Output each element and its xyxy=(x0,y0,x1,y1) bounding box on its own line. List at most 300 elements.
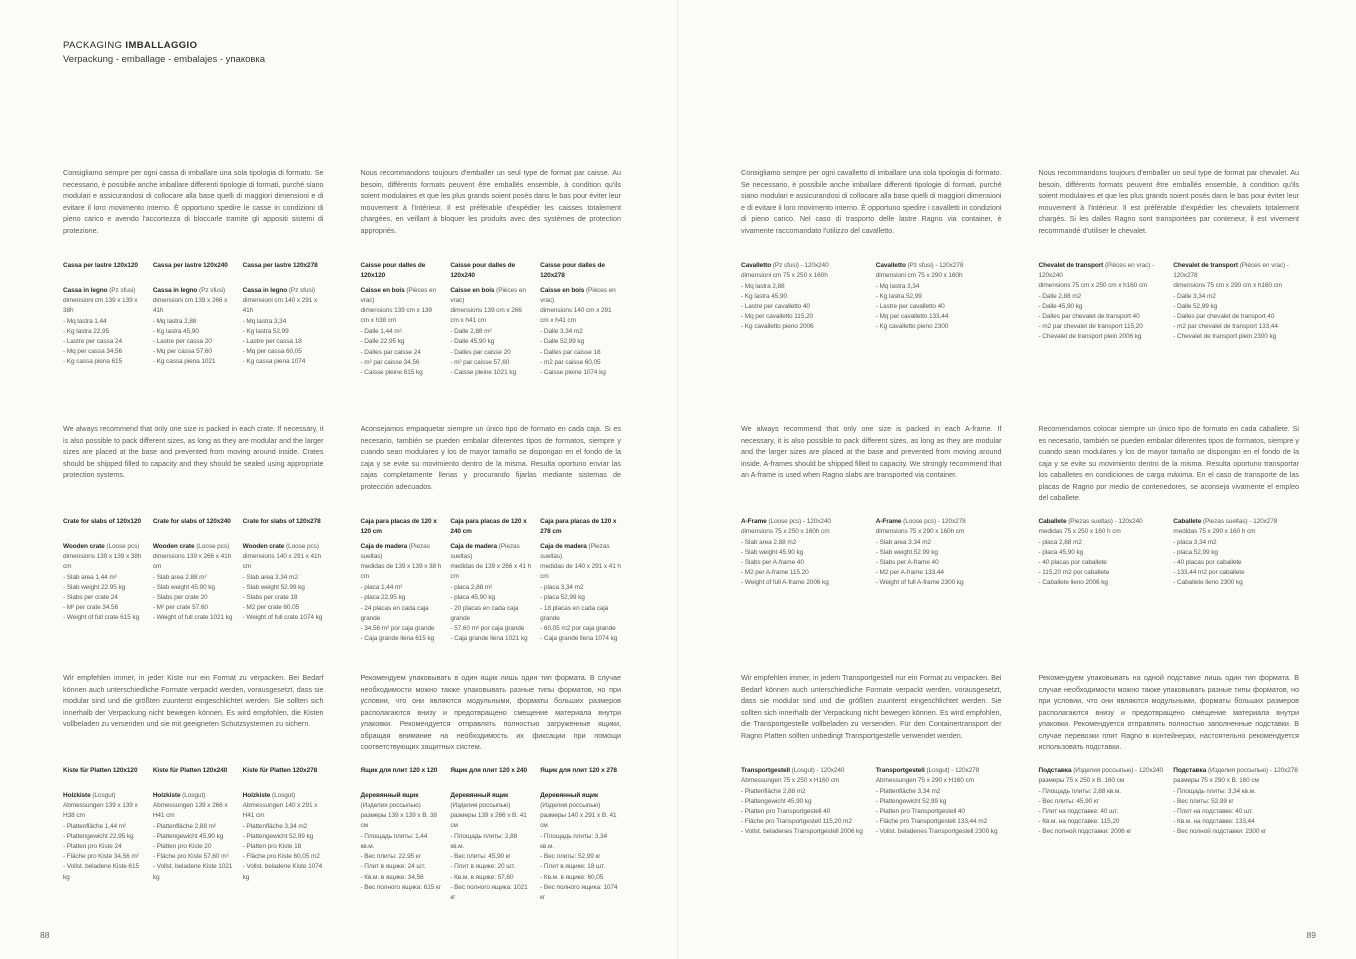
product-note: (Losgut) xyxy=(272,792,296,799)
spec-list xyxy=(1173,787,1299,837)
product-note: (Pièces en vrac) xyxy=(540,287,616,305)
product-name: A-Frame xyxy=(875,518,904,525)
product-note: (Loose pcs) xyxy=(106,543,140,550)
product-name: Holzkiste xyxy=(63,792,93,799)
spec-item: - Площадь плиты: 2,88 кв.м. xyxy=(1038,788,1121,796)
spec-card-title: Caja para placas de 120 x 120 cm xyxy=(360,518,437,536)
intro-paragraph: Recomendamos colocar siempre un único tipo de formato en cada caballete. Si es necesario, también se pueden embalar diferentes tipos de formatos, siempre y cuando sean modulares y los de mayor tamaño se dispongan en el fondo de la caja y se evite su movimiento dentro de la misma. Resulta oportuno transportar los caballetes en condiciones de carga máxima. En el caso de transporte de las placas de Ragno por medio de contenedores, se aconseja vivamente el empleo del caballete. xyxy=(1038,424,1299,503)
spec-item: - Weight of full crate 615 kg xyxy=(63,614,140,622)
spec-list xyxy=(540,583,621,643)
spec-item: - Slabs per crate 20 xyxy=(152,594,208,602)
spec-list xyxy=(153,573,234,623)
intro-paragraph: Nous recommandons toujours d'emballer un seul type de format par chevalet. Au besoin, différents formats peuvent être emballés ensemble, à condition qu'ils soient modulaires et que les plus grands soient posés dans le bas pour éviter leur mouvement à l'intérieur. Il est préférable d'expédier les chevalets totalement chargés. Si les dalles Ragno sont transportées par conteneur, il est vivement recommandé d'utiliser le chevalet. xyxy=(1038,168,1299,235)
spec-card xyxy=(540,261,621,378)
spec-item: - 20 placas en cada caja grande xyxy=(450,604,519,622)
spec-cards xyxy=(63,517,324,624)
spec-card-heading xyxy=(63,286,144,296)
spec-item: - Plattengewicht 52,99 kg xyxy=(875,798,947,806)
spec-item: - Slab weight 52.99 kg xyxy=(875,549,938,557)
spec-item: - M2 per crate 60.05 xyxy=(242,604,300,612)
product-dimensions: dimensioni cm 140 x 291 x 41h xyxy=(242,297,318,315)
spec-item: - Dalle 2,88 m² xyxy=(450,328,492,336)
spec-item: - 24 placas en cada caja grande xyxy=(360,604,429,622)
intro-paragraph: Рекомендуем упаковывать в один ящик лишь один тип формата. В случае необходимости можно также упаковывать разные типы форматов, но при условии, что они являются модульными, форматы больших размеров располагаются внизу и предотвращено смещение материала внутри упаковки. Рекомендуется отправлять полностью загруженные ящики, обращая внимание на необходимость их фиксации при помощи соответствующих защитных систем. xyxy=(360,673,621,752)
product-dimensions: dimensions 140 cm x 291 cm x h41 cm xyxy=(540,307,612,325)
spec-item: - Плит в ящике: 20 шт. xyxy=(450,863,516,871)
product-note: (Изделия россыпью) - 120x240 xyxy=(1073,767,1164,774)
spec-item: - Dalle 45,90 kg xyxy=(1038,303,1083,311)
spec-cards xyxy=(1039,261,1300,343)
product-note: (Pièces en vrac) xyxy=(450,287,526,305)
product-name: Деревянный ящик xyxy=(360,792,419,799)
spec-card-heading xyxy=(876,261,1002,271)
spec-list xyxy=(1173,538,1299,588)
spec-item: - Slab weight 45.90 kg xyxy=(741,549,804,557)
spec-item: - Вес полного ящика: 1074 кг xyxy=(540,883,618,901)
product-name: Wooden crate xyxy=(242,543,287,550)
product-dimensions: размеры 139 х 139 х В. 38 см xyxy=(360,812,437,830)
language-block xyxy=(361,167,622,378)
product-dimensions: dimensioni cm 75 x 250 x 160h xyxy=(741,272,828,280)
product-name: Wooden crate xyxy=(152,543,197,550)
product-note: (Изделия россыпью) xyxy=(540,802,601,810)
spec-card xyxy=(540,517,621,644)
product-note: (Pz sfusi) xyxy=(199,287,226,294)
spec-card-heading xyxy=(1173,766,1299,776)
spec-item: - Плит на подставке: 40 шт. xyxy=(1038,808,1119,816)
product-dimensions: dimensioni cm 139 x 139 x 38h xyxy=(63,297,138,315)
spec-item: - Vollst. beladene Kiste 1074 kg xyxy=(242,863,323,881)
product-note: (Piezas sueltas) xyxy=(540,543,610,561)
spec-card xyxy=(540,766,621,903)
spec-card-heading xyxy=(1039,766,1165,776)
spec-item: - Mq per cassa 57,60 xyxy=(152,348,212,356)
spec-item: - Kg cavalletto pieno 2006 xyxy=(741,323,814,331)
spec-item: - Slab weight 45.90 kg xyxy=(152,584,215,592)
product-dimensions: dimensioni cm 139 x 266 x 41h xyxy=(152,297,228,315)
spec-item: - Вес полной подставки: 2300 кг xyxy=(1173,828,1267,836)
spec-card-heading xyxy=(1039,261,1165,281)
spec-item: - Fläche pro Kiste 60,05 m2 xyxy=(242,853,320,861)
product-name: Cavalletto xyxy=(875,262,908,269)
product-note: (Losgut) - 120x240 xyxy=(791,767,845,774)
spec-card-title: Crate for slabs of 120x278 xyxy=(242,518,321,525)
spec-card xyxy=(63,261,144,368)
spec-item: - Plattenfläche 2,88 m² xyxy=(152,823,216,831)
spec-list xyxy=(876,538,1002,588)
product-name: Caballete xyxy=(1173,518,1203,525)
spec-item: - M2 per A-frame 115.20 xyxy=(741,569,809,577)
product-note: (Losgut) xyxy=(92,792,116,799)
spec-item: - Caisse pleine 1021 kg xyxy=(450,368,516,376)
spec-item: - m2 par caisse 60,05 xyxy=(540,358,601,366)
spec-card-heading xyxy=(876,766,1002,776)
language-row xyxy=(741,672,1299,837)
spec-item: - Площадь плиты: 1,44 кв.м. xyxy=(360,833,428,851)
product-note: (Pz sfusi) - 120x240 xyxy=(772,262,829,269)
product-dimensions: размеры 140 х 291 х В. 41 см xyxy=(540,812,617,830)
spec-card-title: Crate for slabs of 120x120 xyxy=(63,518,141,525)
spec-card-heading xyxy=(243,791,324,801)
page-fold-divider xyxy=(677,0,679,959)
product-note: (Pièces en vrac) - 120x240 xyxy=(1038,262,1155,280)
spec-item: - Chevalet de transport plein 2300 kg xyxy=(1173,333,1277,341)
spec-item: - Vollst. beladene Kiste 1021 kg xyxy=(152,863,233,881)
language-block xyxy=(741,672,1002,837)
product-name: Подставка xyxy=(1038,767,1074,774)
language-block xyxy=(63,167,324,378)
spec-item: - placa 3,34 m2 xyxy=(1173,539,1217,547)
product-name: Transportgestell xyxy=(741,767,792,774)
spec-item: - Dalles par caisse 24 xyxy=(360,348,421,356)
product-note: (Loose pcs) xyxy=(196,543,230,550)
spec-item: - Dalle 1,44 m² xyxy=(360,328,402,336)
spec-card-heading xyxy=(153,542,234,552)
intro-paragraph: Wir empfehlen immer, in jedem Transportgestell nur ein Format zu verpacken. Bei Bedarf können auch unterschiedliche Formate verpackt werden, vorausgesetzt, dass sie modular sind und die größten zuunterst eingeschlichtet werden. Sie sollten sich innerhalb der Verpackung nicht bewegen können. Es wird empfohlen, die Transportgestelle vollbeladen zu versenden. Für den Containertransport der Ragno Platten sollten unbedingt Transportgestelle verwendet werden. xyxy=(741,673,1002,740)
product-name: Caisse en bois xyxy=(540,287,586,295)
spec-item: - Dalles par chevalet de transport 40 xyxy=(1038,313,1140,321)
spec-card-heading xyxy=(1039,517,1165,527)
spec-item: - Kg lastra 52,99 xyxy=(242,328,289,336)
spec-card-heading xyxy=(63,542,144,552)
product-name: Cassa in legno xyxy=(152,287,200,294)
spec-card xyxy=(153,517,234,624)
spec-item: - Плит на подставке: 40 шт. xyxy=(1173,808,1253,816)
spec-card-heading xyxy=(450,791,531,811)
page-title-regular: PACKAGING xyxy=(63,40,126,51)
spec-item: - Chevalet de transport plein 2006 kg xyxy=(1038,333,1142,341)
spec-card xyxy=(1039,517,1165,588)
spec-card xyxy=(876,261,1002,332)
spec-card xyxy=(741,261,867,332)
spec-item: - Площадь плиты: 3,34 кв.м. xyxy=(1173,788,1256,796)
product-dimensions: dimensions 139 x 139 x 38h cm xyxy=(63,553,142,571)
spec-card-heading xyxy=(153,286,234,296)
spec-card xyxy=(450,766,531,903)
spec-item: - Caja grande llena 1021 kg xyxy=(450,634,528,642)
spec-card-heading xyxy=(361,791,442,811)
product-name: Transportgestell xyxy=(875,767,927,774)
spec-list xyxy=(876,787,1002,837)
spec-item: - Plattengewicht 45,90 kg xyxy=(741,798,812,806)
spec-list xyxy=(540,832,621,902)
intro-paragraph: Nous recommandons toujours d'emballer un seul type de format par caisse. Au besoin, différents formats peuvent être emballés ensemble, à condition qu'ils soient modulaires et que les plus grands soient posés dans le bas pour éviter leur mouvement à l'intérieur. Il est préférable d'expédier les caisses totalement chargées, en veillant à bloquer les produits avec des systèmes de protection appropriés. xyxy=(360,168,621,235)
spec-item: - Площадь плиты: 2,88 кв.м. xyxy=(450,833,518,851)
product-name: Chevalet de transport xyxy=(1173,262,1240,269)
spec-item: - 60,05 m2 por caja grande xyxy=(540,624,616,632)
spec-item: - Caballete lleno 2006 kg xyxy=(1038,579,1108,587)
spec-item: - Platten pro Kiste 20 xyxy=(152,843,212,851)
spec-item: - Slab area 3.34 m2 xyxy=(242,574,298,582)
spec-item: - Mq lastra 3,34 xyxy=(242,318,287,326)
page-header xyxy=(63,40,265,65)
spec-item: - Lastre per cassa 18 xyxy=(242,338,302,346)
language-row xyxy=(741,167,1299,343)
language-block xyxy=(1039,423,1300,588)
spec-list xyxy=(741,282,867,332)
product-note: (Piezas sueltas) xyxy=(360,543,430,561)
spec-item: - Mq per cavalletto 115,20 xyxy=(741,313,814,321)
product-dimensions: dimensions 75 cm x 250 cm x h160 cm xyxy=(1038,282,1148,290)
spec-card-heading xyxy=(540,791,621,811)
spec-card xyxy=(63,517,144,624)
product-note: (Изделия россыпью) - 120x278 xyxy=(1207,767,1298,774)
product-note: (Pièces en vrac) - 120x278 xyxy=(1173,262,1289,280)
spec-item: - Fläche pro Transportgestell 133,44 m2 xyxy=(875,818,988,826)
spec-item: - Slab area 1.44 m² xyxy=(63,574,117,582)
intro-paragraph: We always recommend that only one size is packed in each crate. If necessary, it is also possible to pack different sizes, as long as they are modular and the larger sizes are placed at the base and prevented from moving around inside. Crates should be shipped filled to capacity and they should be sealed using appropriate protection systems. xyxy=(63,424,324,480)
spec-item: - Vollst. beladene Kiste 615 kg xyxy=(63,863,139,881)
spec-item: - Fläche pro Transportgestell 115,20 m2 xyxy=(741,818,852,826)
product-note: (Loose pcs) - 120x240 xyxy=(768,518,831,525)
spec-card xyxy=(243,517,324,624)
spec-list xyxy=(153,317,234,367)
page-number-right: 89 xyxy=(1306,930,1316,940)
product-name: Cavalletto xyxy=(741,262,773,269)
spec-item: - Slab weight 52.99 kg xyxy=(242,584,305,592)
spec-item: - Slab area 2.88 m2 xyxy=(741,539,797,547)
product-dimensions: medidas 75 x 290 x 160 h cm xyxy=(1173,528,1256,536)
spec-item: - Caja grande llena 1074 kg xyxy=(540,634,618,642)
spec-item: - Caja grande llena 615 kg xyxy=(360,634,435,642)
spec-card xyxy=(1173,766,1299,837)
spec-list xyxy=(450,327,531,377)
spec-card xyxy=(1173,261,1299,343)
intro-paragraph: We always recommend that only one size is packed in each A-frame. If necessary, it is also possible to pack different sizes, as long as they are modular and the larger sizes are placed at the base and prevented from moving around inside. A-frames should be shipped filled to capacity. We strongly recommend that an A-frame is used when Ragno slabs are transported via container. xyxy=(741,424,1002,480)
spec-item: - Plattengewicht 52,99 kg xyxy=(242,833,314,841)
spec-card-title: Kiste für Platten 120x240 xyxy=(152,767,228,774)
spec-item: - placa 45,90 kg xyxy=(450,594,495,602)
spec-card xyxy=(153,261,234,368)
spec-cards xyxy=(361,517,622,644)
product-name: Cassa in legno xyxy=(63,287,110,294)
spec-item: - Platten pro Transportgestell 40 xyxy=(875,808,965,816)
spec-card-heading xyxy=(540,286,621,306)
spec-list xyxy=(361,583,442,643)
spec-item: - Kg cassa piena 1074 xyxy=(242,358,306,366)
spec-list xyxy=(876,282,1002,332)
spec-list xyxy=(1173,292,1299,342)
language-block xyxy=(361,672,622,903)
spec-card xyxy=(243,261,324,368)
spec-item: - Plattenfläche 3,34 m2 xyxy=(875,788,941,796)
product-dimensions: dimensions 139 x 266 x 41h cm xyxy=(152,553,232,571)
product-dimensions: размеры 75 х 290 х В. 160 см xyxy=(1173,777,1259,785)
product-note: (Pz sfusi) xyxy=(288,287,315,294)
spec-card-heading xyxy=(741,261,867,271)
spec-list xyxy=(540,327,621,377)
spec-list xyxy=(450,832,531,902)
spec-list xyxy=(243,573,324,623)
spec-card-heading xyxy=(741,517,867,527)
product-name: Chevalet de transport xyxy=(1038,262,1105,269)
spec-item: - Vollst. beladenes Transportgestell 2300 kg xyxy=(875,828,998,836)
spec-cards xyxy=(361,261,622,378)
spec-item: - Mq lastra 1,44 xyxy=(63,318,107,326)
spec-card-title: Caisse pour dalles de 120x120 xyxy=(360,262,426,280)
spec-item: - Caisse pleine 615 kg xyxy=(360,368,423,376)
spec-item: - Kg lastra 22,95 xyxy=(63,328,109,336)
spec-card xyxy=(361,766,442,893)
spec-card-title: Ящик для плит 120 х 278 xyxy=(540,767,617,774)
page-number-left: 88 xyxy=(40,930,50,940)
spec-item: - Вес плиты: 52,99 кг xyxy=(540,853,601,861)
page-title-bold: IMBALLAGGIO xyxy=(125,40,198,51)
product-dimensions: размеры 139 х 266 х В. 41 см xyxy=(450,812,527,830)
intro-paragraph: Рекомендуем упаковывать на одной подставке лишь один тип формата. В случае необходимости можно также упаковывать разные типы форматов, но при условии, что они являются модульными, форматы больших размеров располагаются внизу и предотвращено смещение материала внутри упаковки. Рекомендуется отправлять полностью заполненные подставки. В случае перевозки плит Ragno в контейнерах, настоятельно рекомендуется использовать подставки. xyxy=(1038,673,1299,752)
spec-list xyxy=(1039,292,1165,342)
product-dimensions: dimensions 140 x 291 x 41h cm xyxy=(242,553,321,571)
spec-card-heading xyxy=(450,286,531,306)
spec-card-heading xyxy=(243,542,324,552)
product-dimensions: medidas de 139 x 266 x 41 h cm xyxy=(450,563,532,581)
spec-item: - Slab area 2.88 m² xyxy=(152,574,207,582)
spec-card-title: Caja para placas de 120 x 278 cm xyxy=(540,518,617,536)
spec-item: - Вес плиты: 52,99 кг xyxy=(1173,798,1234,806)
product-name: A-Frame xyxy=(741,518,769,525)
spec-item: - 133,44 m2 por caballete xyxy=(1173,569,1245,577)
spec-item: - m² par caisse 34,56 xyxy=(360,358,420,366)
spec-cards xyxy=(63,261,324,368)
spec-card xyxy=(63,766,144,883)
spec-card-title: Kiste für Platten 120x120 xyxy=(63,767,138,774)
spec-card xyxy=(876,517,1002,588)
product-note: (Pz sfusi) - 120x278 xyxy=(907,262,964,269)
product-note: (Изделия россыпью) xyxy=(360,802,421,810)
spec-list xyxy=(63,317,144,367)
spec-item: - Plattenfläche 2,88 m2 xyxy=(741,788,806,796)
spec-item: - Плит в ящике: 18 шт. xyxy=(540,863,606,871)
spec-item: - Dalle 52,99 kg xyxy=(540,338,585,346)
spec-item: - Вес плиты: 45,90 кг xyxy=(1038,798,1099,806)
spec-list xyxy=(1039,787,1165,837)
product-note: (Loose pcs) - 120x278 xyxy=(903,518,966,525)
spec-item: - Fläche pro Kiste 57,60 m² xyxy=(152,853,229,861)
spec-card-heading xyxy=(876,517,1002,527)
spec-item: - 40 placas por caballete xyxy=(1038,559,1107,567)
page-title xyxy=(63,40,265,51)
product-dimensions: Abmessungen 139 x 139 x H38 cm xyxy=(63,802,138,820)
spec-item: - Kg cassa piena 1021 xyxy=(152,358,216,366)
spec-item: - 34,56 m² por caja grande xyxy=(360,624,435,632)
language-block xyxy=(741,167,1002,343)
spec-card-heading xyxy=(540,542,621,562)
product-dimensions: dimensions 75 cm x 290 cm x h160 cm xyxy=(1173,282,1283,290)
product-note: (Losgut) - 120x278 xyxy=(926,767,980,774)
spec-item: - M² per crate 57.60 xyxy=(152,604,208,612)
product-note: (Pz sfusi) xyxy=(109,287,136,294)
spec-card-title: Crate for slabs of 120x240 xyxy=(152,518,231,525)
spec-list xyxy=(243,317,324,367)
intro-paragraph: Aconsejamos empaquetar siempre un único tipo de formato en cada caja. Si es necesario, también se pueden embalar diferentes tipos de formatos, siempre y cuando sean modulares y los de mayor tamaño se dispongan en el fondo de la caja y se evite su movimiento dentro de la misma. Resulta oportuno enviar las cajas completamente llenas y procurando fijarlas mediante sistemas de protección adecuados. xyxy=(360,424,621,491)
spec-cards xyxy=(741,261,1002,332)
spec-item: - Mq per cassa 60,05 xyxy=(242,348,302,356)
spec-card-heading xyxy=(450,542,531,562)
spec-item: - Kg cavalletto pieno 2300 xyxy=(875,323,949,331)
spec-card xyxy=(1039,261,1165,343)
spec-item: - Vollst. beladenes Transportgestell 2006 kg xyxy=(741,828,863,836)
product-name: Holzkiste xyxy=(152,792,183,799)
spec-item: - Plattenfläche 1,44 m² xyxy=(63,823,127,831)
spec-item: - Kg lastra 45,90 xyxy=(741,293,787,301)
product-name: Caballete xyxy=(1038,518,1069,525)
spec-item: - Mq per cavalletto 133,44 xyxy=(875,313,949,321)
spec-card-title: Cassa per lastre 120x120 xyxy=(63,262,138,269)
spec-item: - 18 placas en cada caja grande xyxy=(540,604,609,622)
spec-item: - Slabs per crate 24 xyxy=(63,594,118,602)
spec-card xyxy=(1173,517,1299,588)
product-name: Caja de madera xyxy=(450,543,499,551)
product-note: (Piezas sueltas) - 120x240 xyxy=(1068,518,1143,525)
product-name: Cassa in legno xyxy=(242,287,289,294)
spec-item: - Dalles par chevalet de transport 40 xyxy=(1173,313,1275,321)
spec-item: - m2 par chevalet de transport 133,44 xyxy=(1173,323,1278,331)
spec-card xyxy=(243,766,324,883)
spec-item: - Platten pro Transportgestell 40 xyxy=(741,808,831,816)
spec-item: - Lastre per cassa 20 xyxy=(152,338,212,346)
product-note: (Loose pcs) xyxy=(286,543,319,550)
product-dimensions: medidas de 140 x 291 x 41 h cm xyxy=(540,563,621,581)
spec-card xyxy=(361,517,442,644)
spec-item: - Вес плиты: 45,90 кг xyxy=(450,853,511,861)
product-name: Деревянный ящик xyxy=(540,792,599,799)
product-dimensions: medidas de 139 x 139 x 38 h cm xyxy=(360,563,442,581)
product-note: (Pièces en vrac) xyxy=(360,287,437,305)
spec-item: - Platten pro Kiste 24 xyxy=(63,843,122,851)
spec-item: - 57,60 m² por caja grande xyxy=(450,624,525,632)
spec-item: - Slabs per A-frame 40 xyxy=(741,559,804,567)
spec-list xyxy=(63,573,144,623)
spec-item: - placa 52,99 kg xyxy=(540,594,585,602)
spec-card-heading xyxy=(63,791,144,801)
spec-item: - placa 2,88 m² xyxy=(450,584,493,592)
spec-card-title: Caja para placas de 120 x 240 cm xyxy=(450,518,527,536)
product-name: Wooden crate xyxy=(63,543,107,550)
spec-item: - Вес плиты: 22,95 кг xyxy=(360,853,421,861)
spec-list xyxy=(361,327,442,377)
spec-item: - Plattengewicht 22,95 kg xyxy=(63,833,134,841)
spec-item: - placa 22,95 kg xyxy=(360,594,406,602)
spec-item: - 40 placas por caballete xyxy=(1173,559,1242,567)
spec-card-title: Ящик для плит 120 х 240 xyxy=(450,767,528,774)
language-row xyxy=(741,423,1299,588)
spec-item: - Weight of full A-frame 2300 kg xyxy=(875,579,964,587)
product-dimensions: dimensioni cm 75 x 290 x 160h xyxy=(875,272,963,280)
product-dimensions: Abmessungen 139 x 266 x H41 cm xyxy=(152,802,228,820)
spec-list xyxy=(63,822,144,882)
spec-item: - Dalle 3,34 m2 xyxy=(540,328,583,336)
spec-cards xyxy=(63,766,324,883)
spec-item: - placa 45,90 kg xyxy=(1038,549,1084,557)
product-dimensions: dimensions 75 x 290 x 160h cm xyxy=(875,528,965,536)
spec-item: - Slabs per crate 18 xyxy=(242,594,298,602)
spec-item: - placa 1,44 m² xyxy=(360,584,403,592)
language-block xyxy=(63,423,324,644)
spec-item: - m² par caisse 57,60 xyxy=(450,358,510,366)
spec-item: - Lastre per cassa 24 xyxy=(63,338,122,346)
product-dimensions: medidas 75 x 250 x 160 h cm xyxy=(1038,528,1121,536)
product-dimensions: dimensions 75 x 250 x 160h cm xyxy=(741,528,830,536)
language-block xyxy=(63,672,324,903)
spec-cards xyxy=(1039,517,1300,588)
spec-item: - Dalle 2,88 m2 xyxy=(1038,293,1082,301)
spec-item: - Platten pro Kiste 18 xyxy=(242,843,302,851)
spec-item: - Slab weight 22.95 kg xyxy=(63,584,126,592)
product-dimensions: размеры 75 х 250 х В. 160 см xyxy=(1038,777,1125,785)
language-row xyxy=(63,423,621,644)
product-name: Caisse en bois xyxy=(450,287,497,295)
spec-card xyxy=(876,766,1002,837)
